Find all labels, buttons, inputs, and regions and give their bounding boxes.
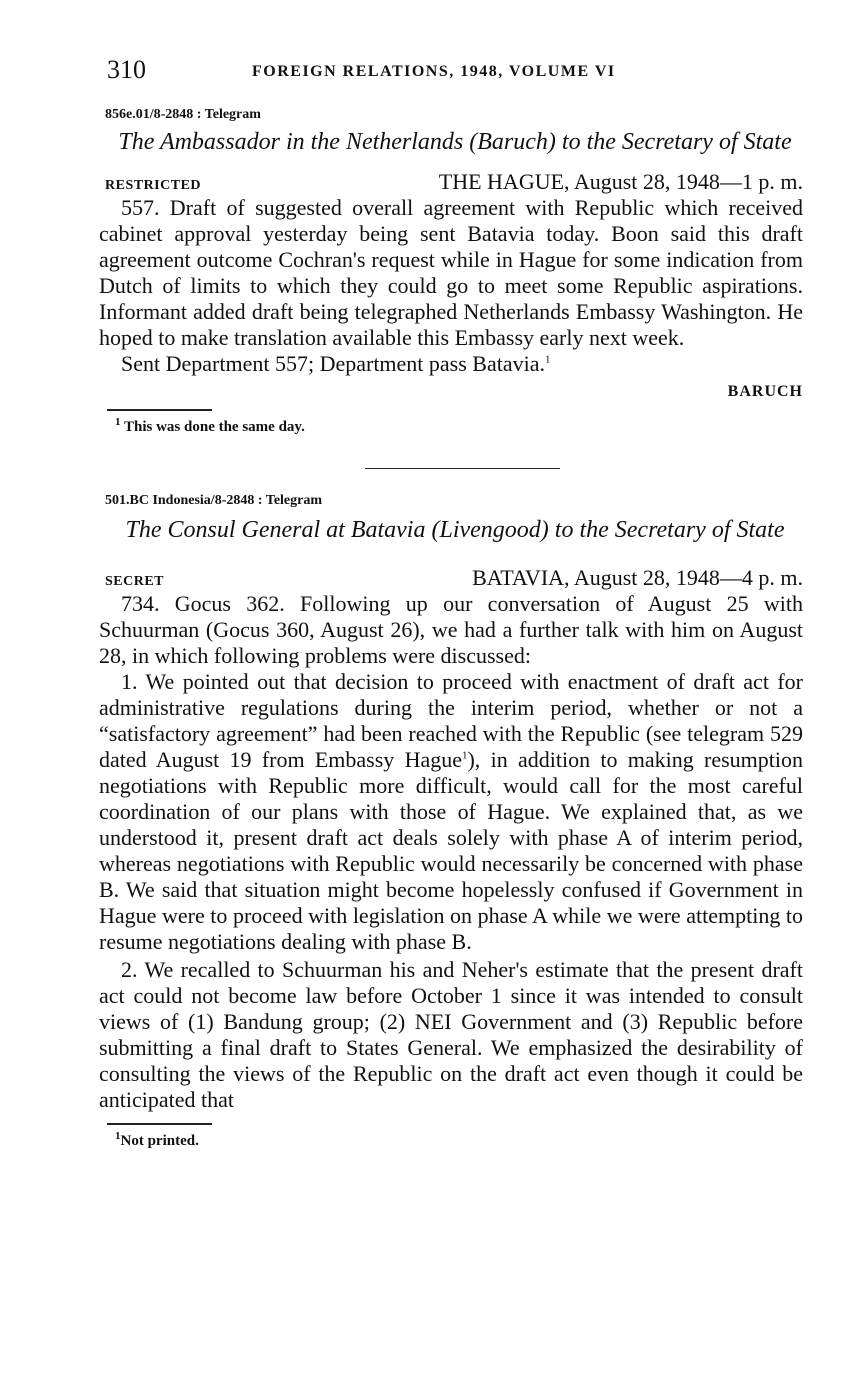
running-head: [97, 55, 803, 95]
page-number: 310: [107, 55, 146, 84]
dateline: BATAVIA, August 28, 1948—4 p. m.: [472, 565, 803, 590]
footnote-text: Not printed.: [120, 1133, 199, 1149]
footnote-marker: 1: [545, 353, 551, 366]
paragraph: 2. We recalled to Schuurman his and Neher's estimate that the present draft act could not become law before October 1 since it was intended to consult views of (1) Bandung group; (2) NEI Government and (3) Republic before submitting a final draft to States General. We emphasized the desirability of consulting the views of the Republic on the draft act even though it could be anticipated that: [99, 957, 803, 1112]
file-reference: 856e.01/8-2848 : Telegram: [105, 107, 261, 122]
footnote-divider: [107, 409, 212, 411]
paragraph-text: 1. We pointed out that decision to proceed with enactment of draft act for administrative regulations during the interim period, whether or not a “satisfactory agreement” had been reached with the Republic (see telegram 529 dated August 19 from Embassy Hague: [99, 669, 803, 772]
dateline-row: [97, 565, 803, 591]
paragraph: 557. Draft of suggested overall agreement with Republic which received cabinet approval yesterday being sent Batavia today. Boon said this draft agreement outcome Cochran's request while in Hague for some indication from Dutch of limits to which they could go to meet some Republic aspirations. Informant added draft being telegraphed Netherlands Embassy Washington. He hoped to make translation available this Embassy early next week.: [99, 195, 803, 350]
footnote: [115, 1130, 803, 1150]
paragraph: [99, 669, 803, 955]
footnote: [115, 416, 803, 436]
file-reference: 501.BC Indonesia/8-2848 : Telegram: [105, 493, 323, 508]
paragraph-text: ), in addition to making resumption negotiations with Republic more difficult, would call for the most careful coordination of our plans with those of Hague. We explained that, as we understood it, present draft act deals solely with phase A of interim period, whereas negotiations with Republic would necessarily be concerned with phase B. We said that situation might become hopelessly confused if Government in Hague were to proceed with legislation on phase A while we were attempting to resume negotiations dealing with phase B.: [99, 747, 803, 954]
paragraph: [99, 351, 803, 377]
section-divider: [365, 468, 560, 469]
paragraph-text: Sent Department 557; Department pass Batavia.: [121, 351, 545, 376]
footnote-number: 1: [115, 1130, 121, 1142]
document-title: The Ambassador in the Netherlands (Baruch) to the Secretary of State: [118, 129, 792, 155]
dateline-row: [97, 169, 803, 195]
document-title: The Consul General at Batavia (Livengood) to the Secretary of State: [125, 517, 785, 543]
footnote-number: 1: [115, 416, 121, 428]
footnote-marker: 1: [461, 749, 468, 762]
telegram-body: [97, 195, 803, 377]
running-title: FOREIGN RELATIONS, 1948, VOLUME VI: [252, 63, 616, 80]
footnote-text: This was done the same day.: [123, 419, 305, 435]
footnote-divider: [107, 1123, 212, 1125]
classification-label: SECRET: [105, 574, 165, 589]
document-page: [97, 55, 803, 1150]
classification-label: RESTRICTED: [105, 178, 202, 193]
paragraph: 734. Gocus 362. Following up our conversation of August 25 with Schuurman (Gocus 360, August 26), we had a further talk with him on August 28, in which following problems were discussed:: [99, 591, 803, 668]
dateline: THE HAGUE, August 28, 1948—1 p. m.: [438, 169, 803, 194]
telegram-body: [97, 591, 803, 1113]
signature: BARUCH: [727, 383, 803, 400]
